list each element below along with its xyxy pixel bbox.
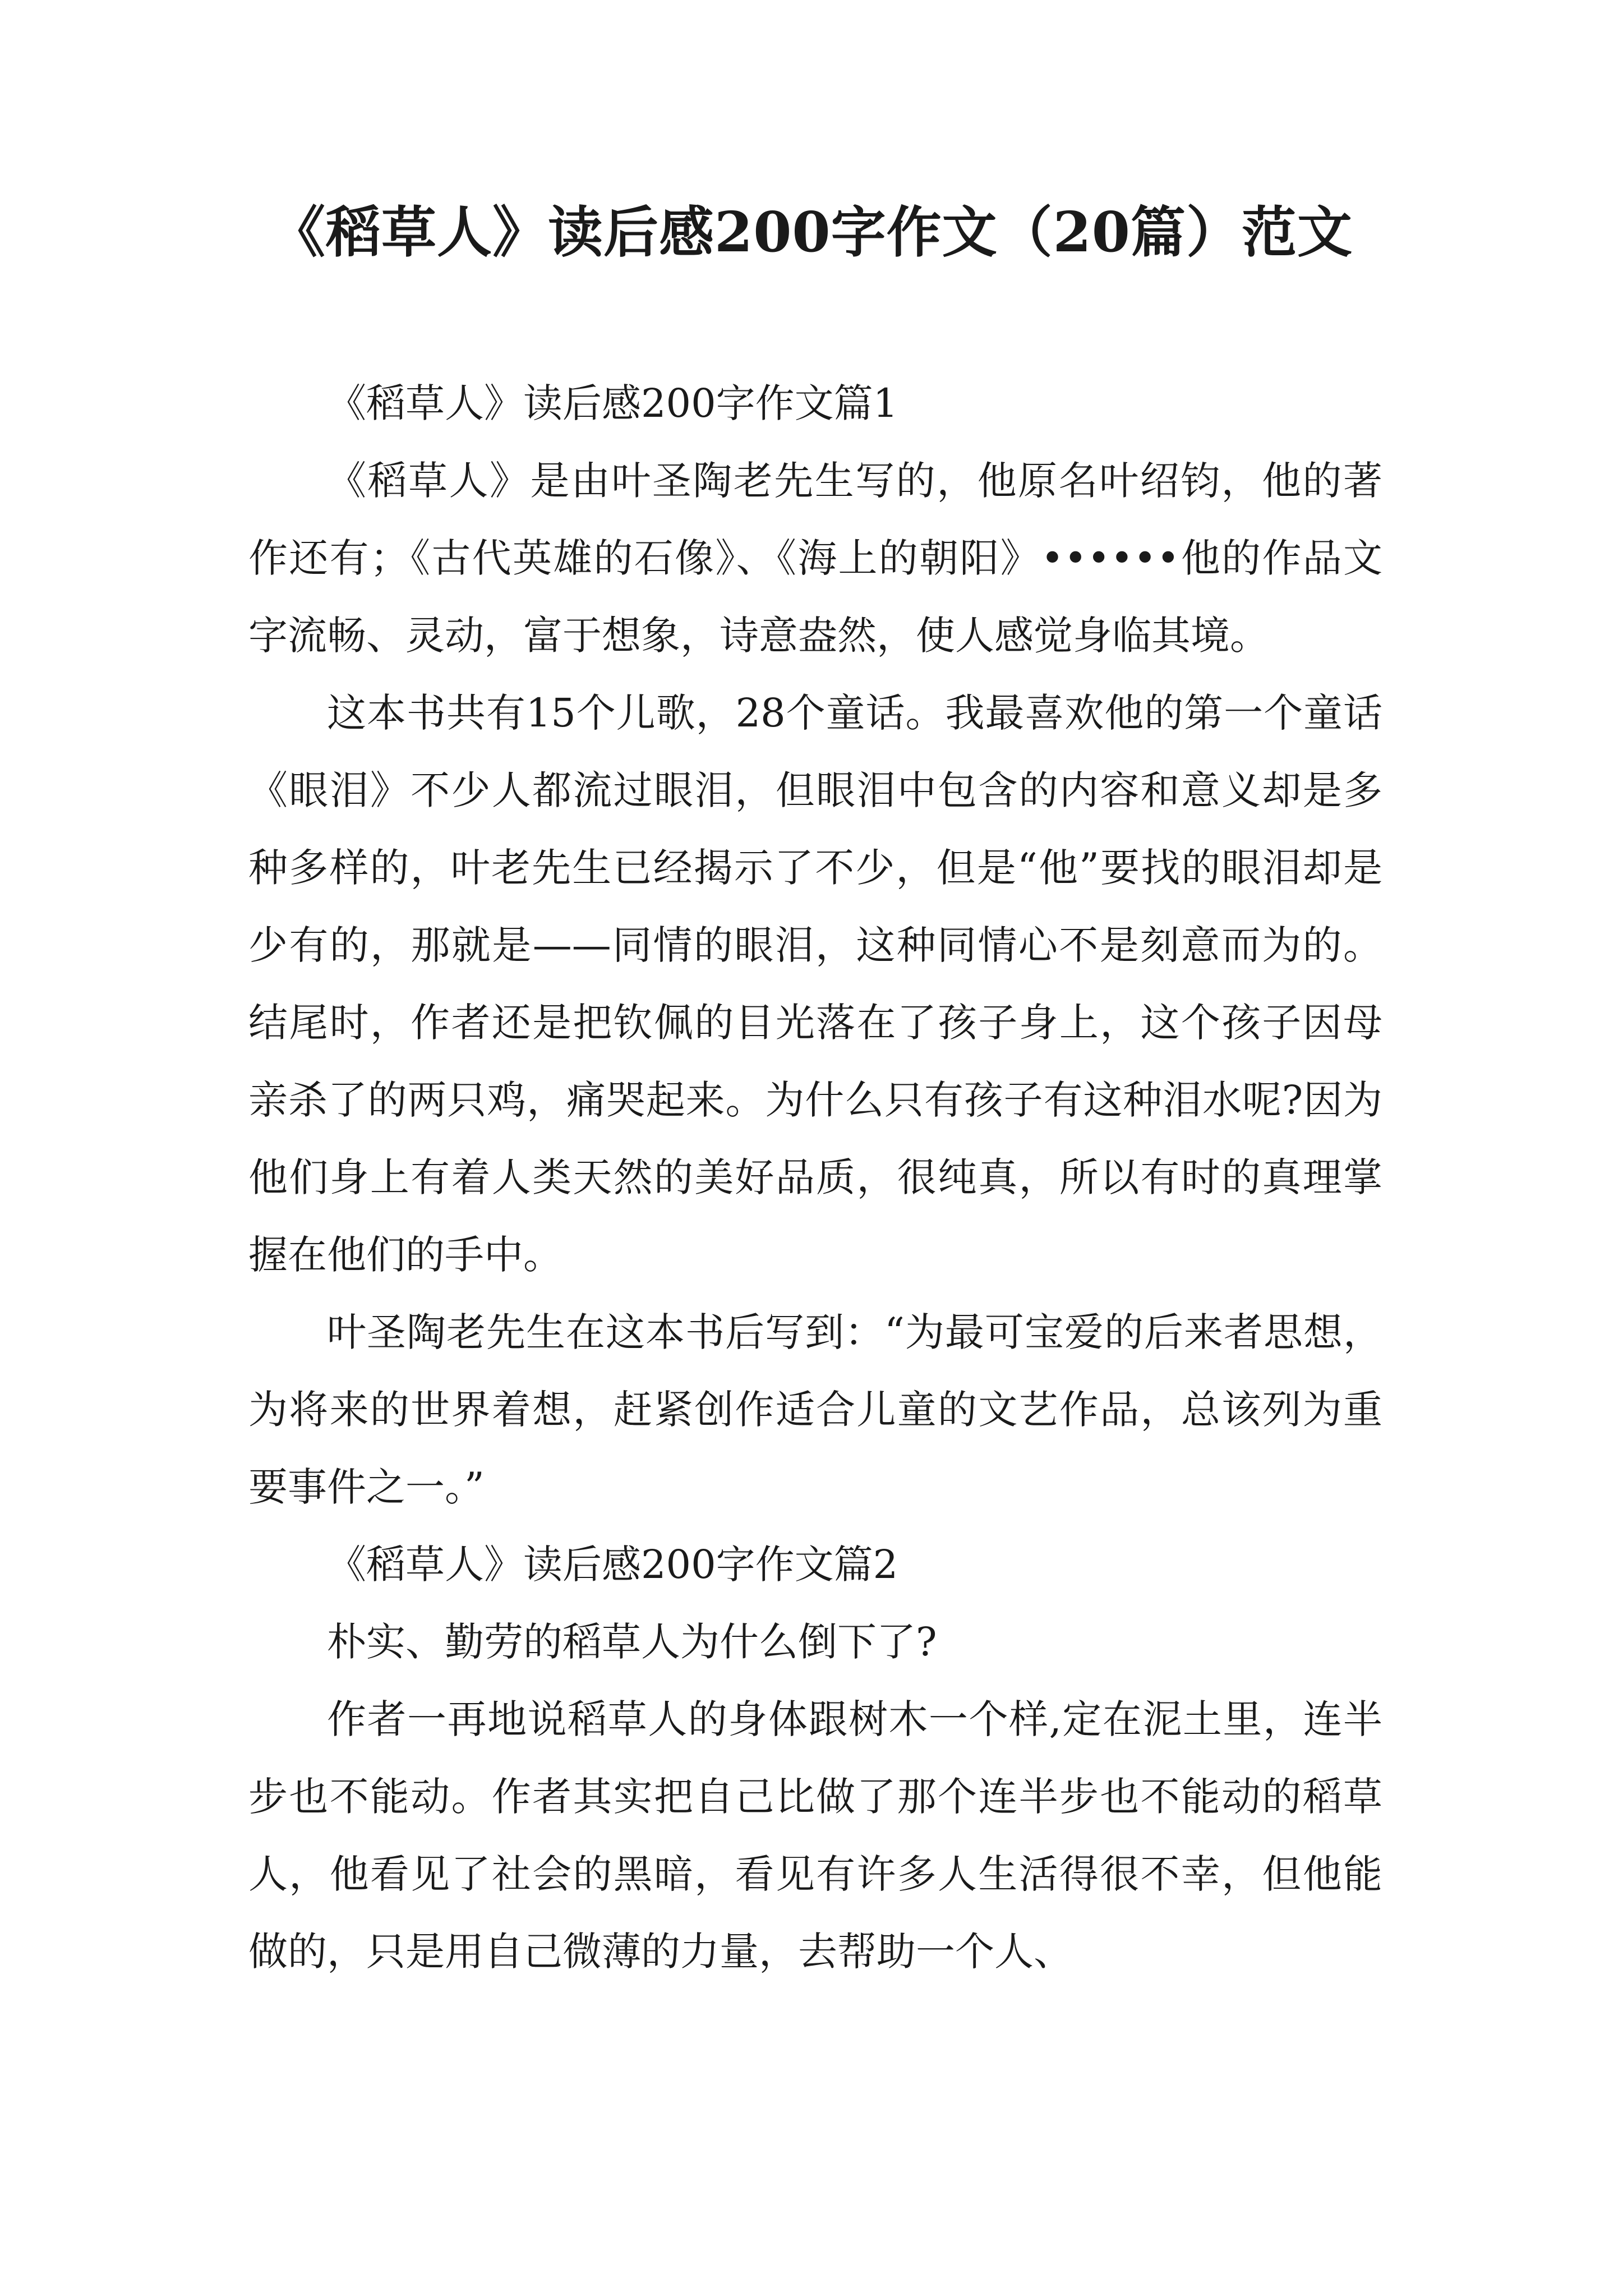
paragraph-question: 朴实、勤劳的稻草人为什么倒下了? bbox=[327, 1619, 937, 1665]
paragraph-analysis: 作者一再地说稻草人的身体跟树木一个样,定在泥土里，连半步也不能动。作者其实把自己比做了那个连半步也不能动的稻草人，他看见了社会的黑暗，看见有许多人生活得很不幸，但他能做的，只是用自己微薄的力量，去帮助一个人、 bbox=[248, 1696, 1382, 1975]
section-heading-1: 《稻草人》读后感200字作文篇1 bbox=[327, 380, 898, 426]
section-heading-2: 《稻草人》读后感200字作文篇2 bbox=[327, 1542, 898, 1588]
document-body bbox=[248, 365, 1382, 1990]
paragraph-author-quote: 叶圣陶老先生在这本书后写到：“为最可宝爱的后来者思想，为将来的世界着想，赶紧创作适合儿童的文艺作品，总该列为重要事件之一。” bbox=[248, 1309, 1382, 1510]
paragraph-author-intro: 《稻草人》是由叶圣陶老先生写的，他原名叶绍钧，他的著作还有；《古代英雄的石像》、《海上的朝阳》••••••他的作品文字流畅、灵动，富于想象，诗意盎然，使人感觉身临其境。 bbox=[248, 458, 1382, 659]
paragraph-book-content: 这本书共有15个儿歌，28个童话。我最喜欢他的第一个童话《眼泪》不少人都流过眼泪，但眼泪中包含的内容和意义却是多种多样的，叶老先生已经揭示了不少，但是“他”要找的眼泪却是少有的，那就是——同情的眼泪，这种同情心不是刻意而为的。结尾时，作者还是把钦佩的目光落在了孩子身上，这个孩子因母亲杀了的两只鸡，痛哭起来。为什么只有孩子有这种泪水呢?因为他们身上有着人类天然的美好品质，很纯真，所以有时的真理掌握在他们的手中。 bbox=[248, 690, 1382, 1278]
document-title: 《稻草人》读后感200字作文（20篇）范文 bbox=[270, 200, 1353, 265]
